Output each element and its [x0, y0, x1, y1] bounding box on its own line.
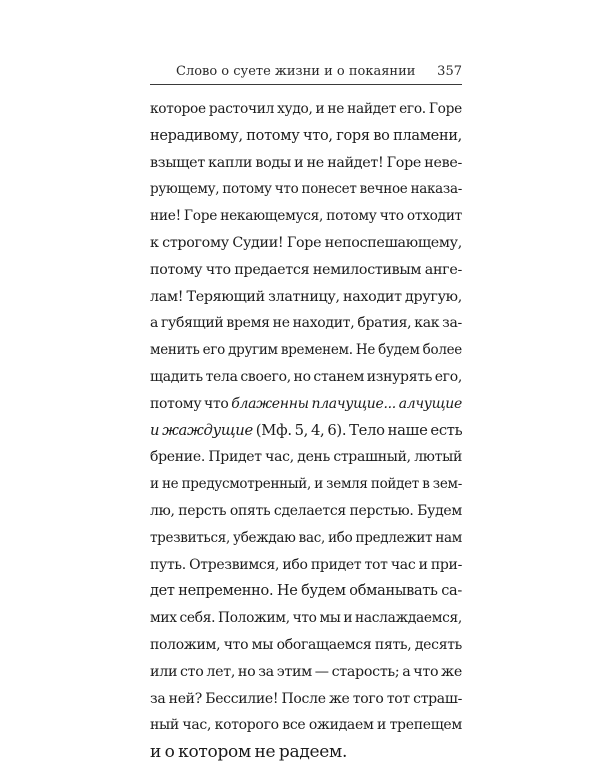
text-segment: (Мф. 5, 4, 6). Тело наше есть [252, 421, 463, 439]
text-line: трезвиться, убеждаю вас, ибо предлежит нам [150, 529, 462, 546]
text-line: ние! Горе некающемуся, потому что отходит [150, 208, 462, 225]
header-rule [150, 84, 462, 85]
running-title: Слово о суете жизни и о покаянии [176, 64, 416, 79]
text-line: и не предусмотренный, и земля пойдет в зем- [150, 476, 462, 493]
italic-quote: блаженны плачущие... алчущие [231, 395, 462, 412]
text-line: дет непременно. Не будем обманывать са- [150, 583, 462, 600]
text-line: которое расточил худо, и не найдет его. Горе [150, 101, 462, 117]
text-line: менить его другим временем. Не будем более [150, 342, 462, 359]
text-line: щадить тела своего, но станем изнурять его, [150, 368, 462, 385]
text-line: потому что предается немилостивым анге- [150, 261, 462, 278]
text-line: рующему, потому что понесет вечное наказа- [150, 181, 462, 198]
text-line: нерадивому, потому что, горя во пламени, [150, 127, 462, 144]
page-number: 357 [437, 64, 462, 79]
text-line: ный час, которого все ожидаем и трепещем [150, 717, 462, 734]
text-line: брение. Придет час, день страшный, лютый [150, 449, 462, 466]
text-line: за ней? Бессилие! После же того тот страш- [150, 690, 462, 707]
text-line: к строгому Судии! Горе непоспешающему, [150, 234, 462, 251]
text-line: взыщет капли воды и не найдет! Горе неве- [150, 154, 462, 171]
text-line: положим, что мы обогащаемся пять, десять [150, 636, 462, 653]
text-line: путь. Отрезвимся, ибо придет тот час и при- [150, 556, 462, 573]
text-line: мих себя. Положим, что мы и наслаждаемся, [150, 610, 462, 627]
text-line: а губящий время не находит, братия, как за- [150, 315, 462, 332]
text-line: или сто лет, но за этим — старость; а что же [150, 663, 462, 680]
body-text [150, 96, 462, 766]
text-line: и о котором не радеем. [150, 742, 348, 763]
running-head [150, 62, 462, 82]
text-line-with-italic [150, 391, 462, 418]
text-line: лам! Теряющий златницу, находит другую, [150, 288, 462, 305]
text-line: лю, персть опять сделается перстью. Будем [150, 502, 462, 519]
text-line-with-italic [150, 418, 462, 445]
italic-quote: и жаждущие [150, 421, 253, 439]
text-segment: потому что [150, 395, 232, 412]
